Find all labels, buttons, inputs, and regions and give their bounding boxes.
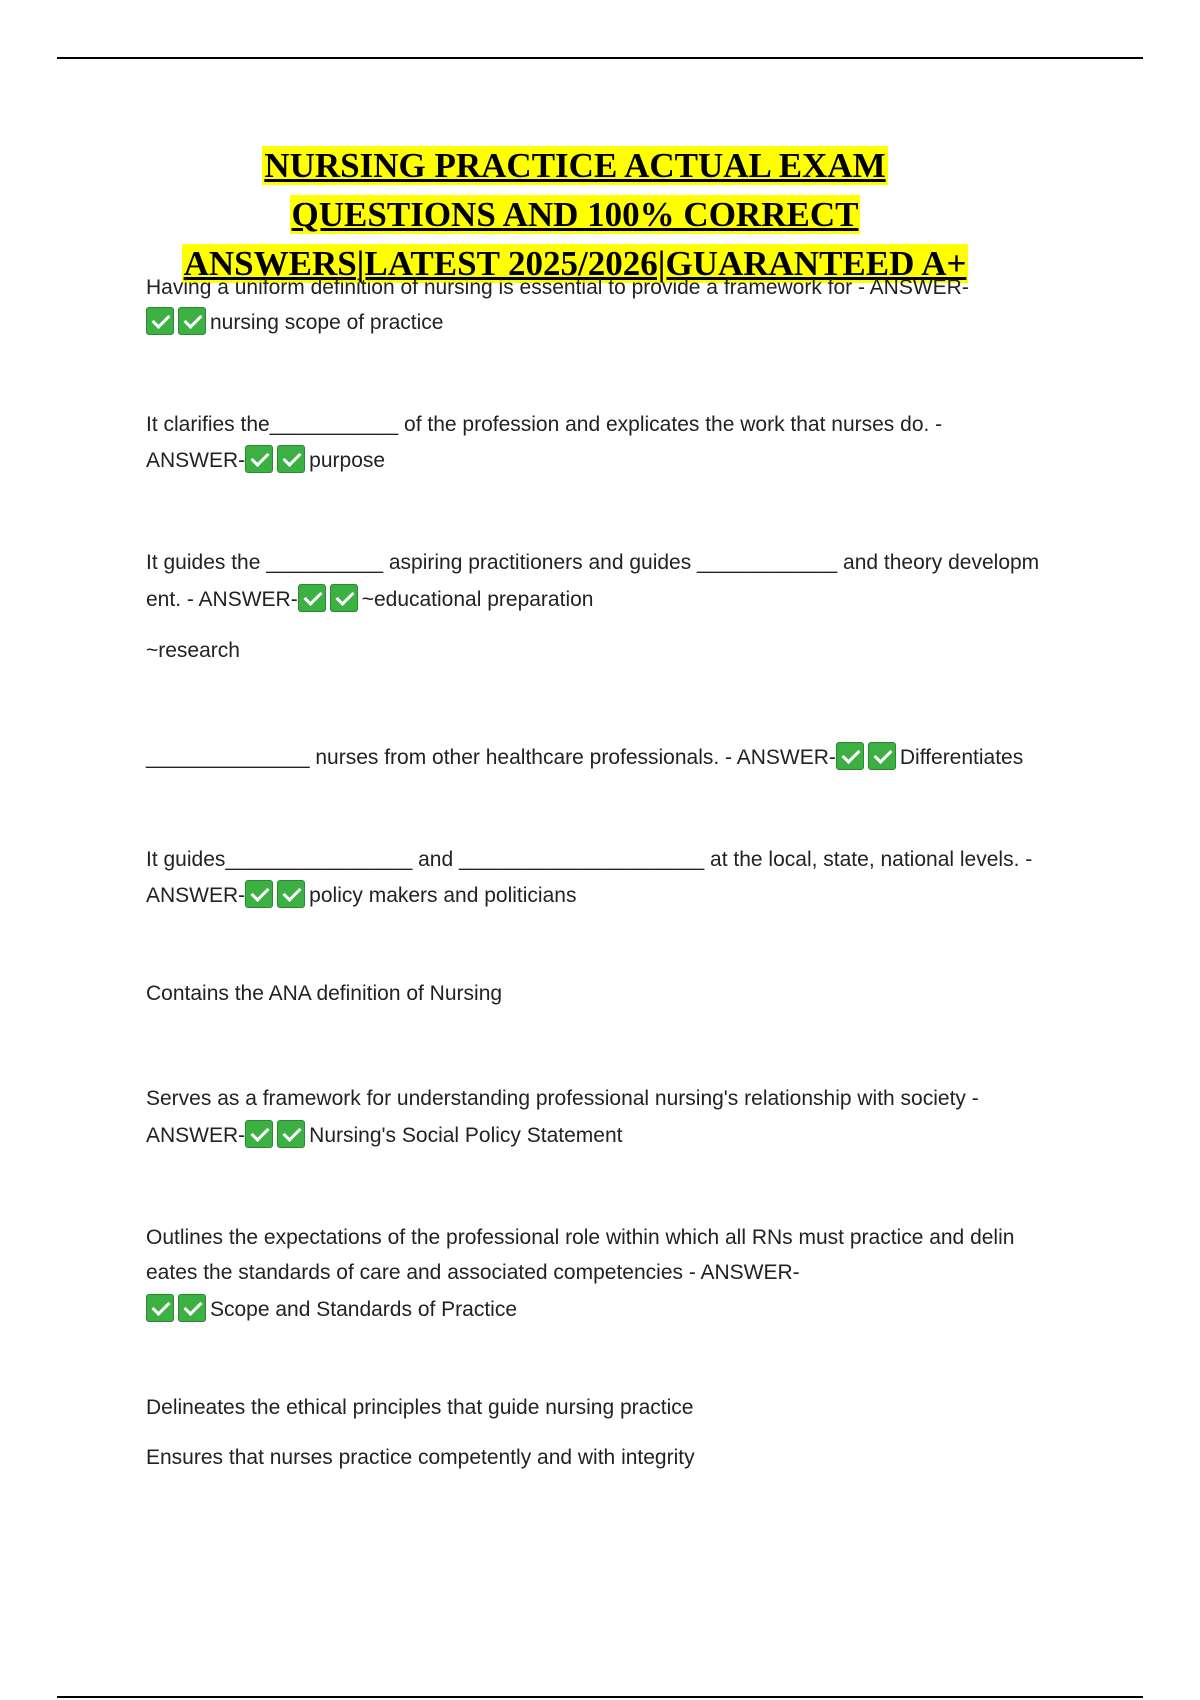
answer-prefix: ent. - ANSWER-	[146, 588, 298, 611]
checkmark-icon	[146, 1294, 174, 1322]
answer-prefix: ANSWER-	[146, 884, 246, 907]
answer-line	[146, 305, 443, 341]
top-rule	[57, 57, 1143, 59]
answer-prefix: ANSWER-	[146, 1124, 246, 1147]
answer-text: purpose	[309, 449, 386, 472]
answer-line	[146, 740, 1023, 776]
checkmark-icon	[146, 307, 174, 335]
answer-extra: ~research	[146, 639, 240, 662]
answer-line	[146, 878, 576, 914]
answer-prefix: ANSWER-	[146, 449, 246, 472]
checkmark-icon	[245, 880, 273, 908]
answer-text: policy makers and politicians	[309, 884, 577, 907]
checkmark-icon	[277, 445, 305, 473]
checkmark-icon	[245, 1120, 273, 1148]
checkmark-icon	[298, 584, 326, 612]
checkmark-icon	[330, 584, 358, 612]
answer-text: Nursing's Social Policy Statement	[309, 1124, 623, 1147]
question-text-cont: eates the standards of care and associated competencies - ANSWER-	[146, 1261, 800, 1284]
checkmark-icon	[277, 1120, 305, 1148]
answer-line	[146, 1118, 622, 1154]
checkmark-icon	[178, 307, 206, 335]
checkmark-icon	[836, 742, 864, 770]
answer-line	[146, 1292, 517, 1328]
title-line-1: NURSING PRACTICE ACTUAL EXAM	[264, 146, 886, 185]
answer-text: Differentiates	[899, 746, 1024, 769]
question-text: Delineates the ethical principles that guide nursing practice	[146, 1396, 694, 1419]
answer-text: Scope and Standards of Practice	[210, 1298, 518, 1321]
question-text: It guides________________ and _____________________ at the local, state, national levels. -	[146, 848, 1033, 871]
question-text: Ensures that nurses practice competently and with integrity	[146, 1446, 695, 1469]
title-line-3: ANSWERS|LATEST 2025/2026|GUARANTEED A+	[183, 244, 967, 283]
title-line-2: QUESTIONS AND 100% CORRECT	[291, 195, 859, 234]
bottom-rule	[57, 1696, 1143, 1698]
answer-text: nursing scope of practice	[210, 311, 444, 334]
question-text: Serves as a framework for understanding professional nursing's relationship with society -	[146, 1087, 979, 1110]
question-text: Outlines the expectations of the professional role within which all RNs must practice and delin	[146, 1226, 1015, 1249]
answer-line	[146, 443, 385, 479]
question-text: Contains the ANA definition of Nursing	[146, 982, 503, 1005]
checkmark-icon	[178, 1294, 206, 1322]
checkmark-icon	[277, 880, 305, 908]
question-text: It guides the __________ aspiring practitioners and guides ____________ and theory developm	[146, 551, 1040, 574]
question-text: Having a uniform definition of nursing is essential to provide a framework for - ANSWER-	[146, 276, 969, 299]
checkmark-icon	[868, 742, 896, 770]
question-text: It clarifies the___________ of the profession and explicates the work that nurses do. -	[146, 413, 943, 436]
checkmark-icon	[245, 445, 273, 473]
answer-text: ~educational preparation	[361, 588, 594, 611]
answer-line	[146, 582, 593, 618]
question-text: ______________ nurses from other healthcare professionals. - ANSWER-	[146, 746, 836, 769]
